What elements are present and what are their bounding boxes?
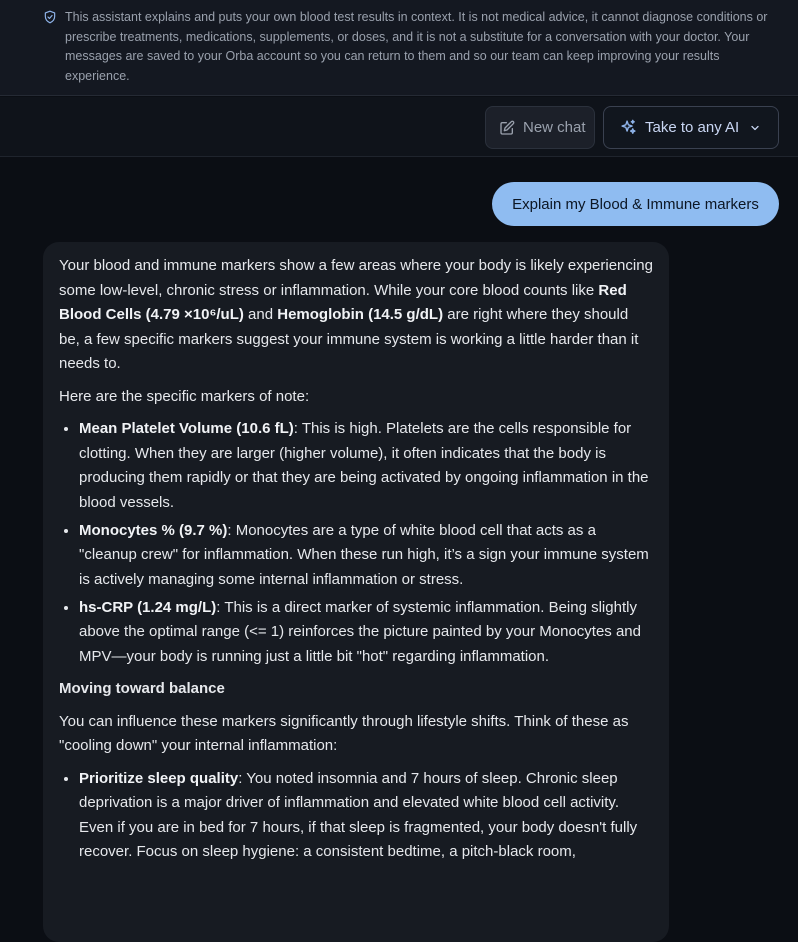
- assistant-message: [43, 242, 669, 942]
- balance-intro: You can influence these markers significantly through lifestyle shifts. Think of these as "cooling down" your internal inflammation:: [59, 712, 629, 754]
- marker-name: Monocytes % (9.7 %): [79, 521, 228, 539]
- disclaimer-banner: [0, 0, 798, 96]
- list-item: [79, 596, 653, 670]
- tip-text: : You noted insomnia and 7 hours of sleep. Chronic sleep deprivation is a major driver of inflammation and elevated white blood cell activity. Even if you are in bed for 7 hours, if that sleep is fragmented, your body doesn't fully recover. Focus on sleep hygiene: a consistent bedtime, a pitch-black room,: [79, 769, 638, 860]
- new-chat-button[interactable]: [485, 106, 595, 149]
- sparkle-icon: [620, 119, 637, 136]
- chevron-down-icon: [749, 122, 761, 134]
- new-chat-label: New chat: [523, 119, 586, 136]
- tips-list: [59, 767, 653, 865]
- assistant-intro: [59, 254, 653, 377]
- edit-icon: [499, 120, 515, 136]
- intro-text: Your blood and immune markers show a few areas where your body is likely experiencing some low-level, chronic stress or inflammation. While your core blood counts like: [59, 257, 653, 299]
- list-item: [79, 519, 653, 593]
- intro-text: are right where they should be, a few specific markers suggest your immune system is working a little harder than it needs to.: [59, 306, 639, 372]
- intro-rbc-value: Red Blood Cells (4.79 ×10⁶/uL): [59, 281, 627, 323]
- marker-name: hs-CRP (1.24 mg/L): [79, 598, 217, 616]
- chat-toolbar: [0, 97, 798, 157]
- balance-heading: Moving toward balance: [59, 680, 225, 697]
- markers-intro: Here are the specific markers of note:: [59, 387, 310, 405]
- marker-text: : This is a direct marker of systemic inflammation. Being slightly above the optimal range (<= 1) reinforces the picture painted by your Monocytes and MPV—your body is running just a little bit "hot" regarding inflammation.: [79, 598, 641, 665]
- marker-text: : This is high. Platelets are the cells responsible for clotting. When they are larger (higher volume), it often indicates that the body is producing them rapidly or that they are being activated by ongoing inflammation in the blood vessels.: [79, 420, 649, 511]
- take-to-any-ai-label: Take to any AI: [645, 119, 740, 136]
- markers-list: [59, 417, 653, 669]
- tip-name: Prioritize sleep quality: [79, 769, 239, 787]
- list-item: [79, 767, 653, 865]
- intro-text: and: [243, 306, 278, 323]
- disclaimer-text: This assistant explains and puts your own blood test results in context. It is not medical advice, it cannot diagnose conditions or prescribe treatments, medications, supplements, or doses, and it is not a substitute for a conversation with your doctor. Your messages are saved to your Orba account so you can return to them and so our team can keep improving your results experience.: [65, 10, 768, 83]
- shield-icon: [43, 10, 57, 24]
- marker-name: Mean Platelet Volume (10.6 fL): [79, 420, 294, 437]
- list-item: [79, 417, 653, 515]
- take-to-any-ai-button[interactable]: [603, 106, 779, 149]
- user-message-text: Explain my Blood & Immune markers: [512, 195, 759, 213]
- user-message: [492, 182, 779, 226]
- intro-hemoglobin-value: Hemoglobin (14.5 g/dL): [277, 306, 444, 323]
- marker-text: : Monocytes are a type of white blood cell that acts as a "cleanup crew" for inflammation. When these run high, it’s a sign your immune system is actively managing some internal inflammation or stress.: [79, 521, 649, 588]
